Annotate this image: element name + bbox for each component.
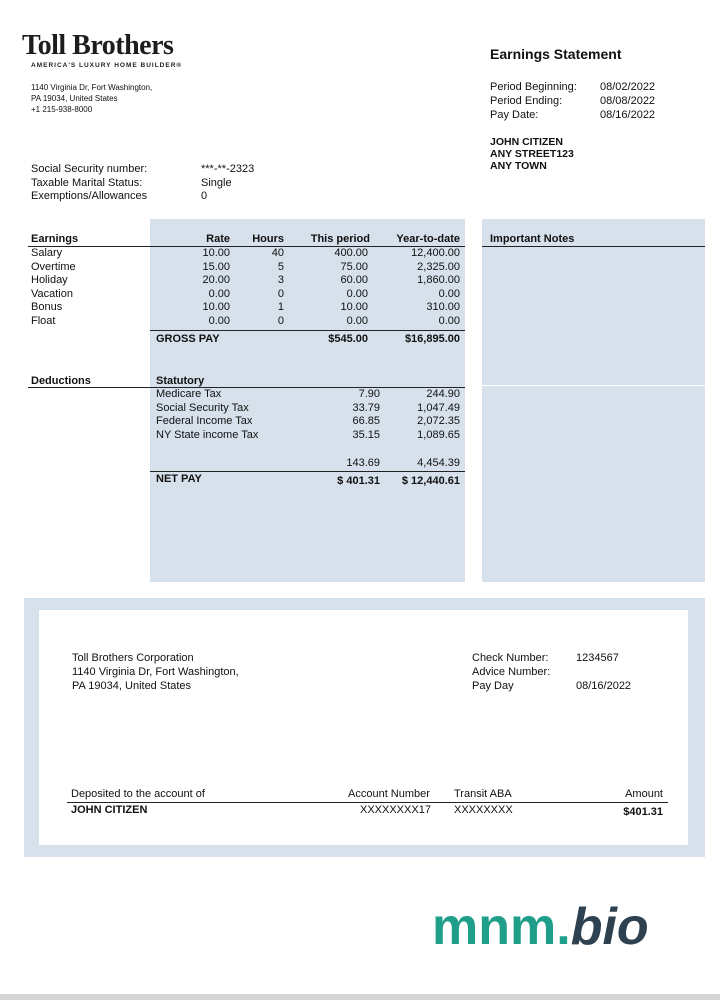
company-logo: Toll Brothers: [22, 30, 174, 61]
earnings-row: Bonus 10.00 1 10.00 310.00: [31, 301, 460, 313]
deduction-row: Medicare Tax 7.90 244.90: [156, 388, 460, 400]
check-info-block: Check Number: 1234567 Advice Number: Pay Day 08/16/2022: [472, 652, 632, 692]
account-number-value: XXXXXXXX17: [360, 804, 431, 816]
check-company-address: Toll Brothers Corporation 1140 Virginia Dr, Fort Washington, PA 19034, United States: [72, 652, 239, 692]
deductions-total-this-period: 143.69: [346, 457, 380, 469]
ytd-header: Year-to-date: [396, 233, 460, 245]
tax-info-block: Social Security number: ***-**-2323 Taxable Marital Status: Single Exemptions/Allowances 0: [31, 163, 255, 202]
amount-value: $401.31: [623, 806, 663, 818]
net-pay-label: NET PAY: [156, 473, 202, 485]
notes-header-rule: [482, 246, 705, 247]
earnings-row: Vacation 0.00 0 0.00 0.00: [31, 287, 460, 300]
check-number-value: 1234567: [576, 652, 619, 664]
statutory-label: Statutory: [156, 375, 205, 387]
statement-title: Earnings Statement: [490, 46, 622, 62]
company-tagline: AMERICA'S LUXURY HOME BUILDER®: [31, 62, 183, 69]
employee-address: JOHN CITIZEN ANY STREET123 ANY TOWN: [490, 136, 574, 172]
account-number-label: Account Number: [348, 788, 430, 800]
earnings-row: Holiday 20.00 3 60.00 1,860.00: [31, 274, 460, 286]
earnings-rows: [31, 247, 461, 328]
net-pay-this-period: $ 401.31: [337, 475, 380, 487]
pay-date-value: 08/16/2022: [600, 109, 656, 121]
company-address: 1140 Virginia Dr, Fort Washington, PA 19034, United States +1 215-938-8000: [31, 83, 153, 114]
exemptions-value: 0: [201, 190, 208, 202]
pay-day-value: 08/16/2022: [576, 680, 632, 692]
earnings-row: Salary 10.00 40 400.00 12,400.00: [31, 247, 460, 259]
amount-label: Amount: [625, 788, 663, 800]
important-notes-panel: [482, 219, 705, 582]
deductions-total-ytd: 4,454.39: [417, 457, 460, 469]
earnings-label: Earnings: [31, 233, 79, 245]
watermark-logo: mnm.bio: [432, 898, 649, 956]
this-period-header: This period: [310, 233, 370, 245]
transit-label: Transit ABA: [454, 788, 512, 800]
check-rule: [67, 802, 668, 803]
gross-pay-ytd: $16,895.00: [404, 333, 460, 345]
hours-header: Hours: [252, 233, 284, 245]
marital-value: Single: [201, 176, 232, 189]
gross-pay-label: GROSS PAY: [156, 333, 220, 345]
payee-name: JOHN CITIZEN: [71, 804, 148, 816]
deduction-row: Social Security Tax 33.79 1,047.49: [156, 401, 460, 414]
earnings-row: Overtime 15.00 5 75.00 2,325.00: [31, 260, 460, 273]
gross-pay-rule: [150, 330, 465, 331]
gross-pay-this-period: $545.00: [328, 333, 368, 345]
deduction-row: Federal Income Tax 66.85 2,072.35: [156, 415, 460, 427]
ssn-value: ***-**-2323: [201, 163, 255, 175]
rate-header: Rate: [206, 233, 230, 245]
notes-divider: [482, 385, 705, 386]
deduction-rows: [156, 388, 461, 442]
important-notes-label: Important Notes: [490, 233, 575, 245]
bottom-bar: [0, 994, 720, 1000]
deductions-label: Deductions: [31, 375, 91, 387]
statement-period-block: Period Beginning: 08/02/2022 Period Ending: 08/08/2022 Pay Date: 08/16/2022: [490, 81, 656, 121]
deposited-label: Deposited to the account of: [71, 788, 205, 800]
net-pay-rule: [150, 471, 465, 472]
transit-value: XXXXXXXX: [454, 804, 513, 816]
period-ending-value: 08/08/2022: [600, 95, 656, 107]
net-pay-ytd: $ 12,440.61: [401, 475, 460, 487]
deduction-row: NY State income Tax 35.15 1,089.65: [156, 428, 460, 441]
period-beginning-value: 08/02/2022: [600, 81, 656, 93]
earnings-row: Float 0.00 0 0.00 0.00: [31, 314, 460, 327]
